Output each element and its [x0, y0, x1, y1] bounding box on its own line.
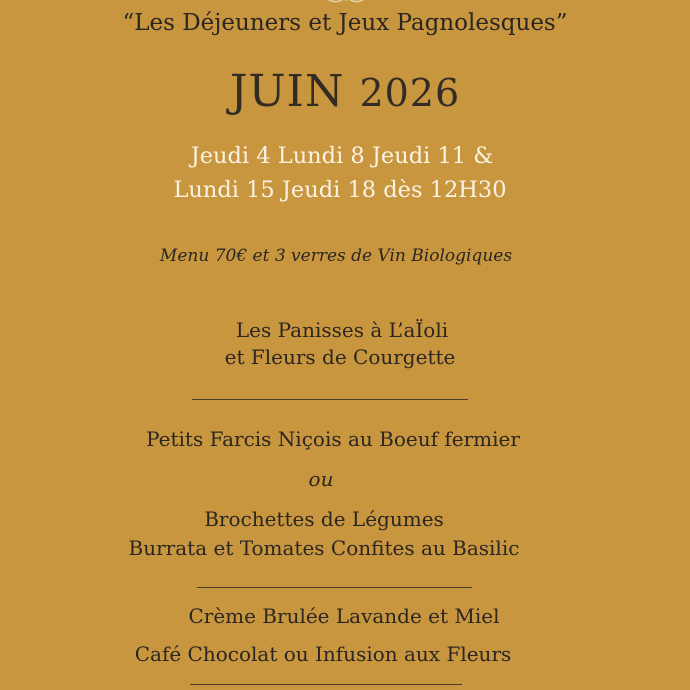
event-subtitle: “Les Déjeuners et Jeux Pagnolesques” [122, 10, 568, 36]
dessert-line-1: Crème Brulée Lavande et Miel [188, 604, 500, 628]
month-name: JUIN [229, 66, 345, 117]
or-label: ou [308, 467, 334, 491]
month-year: 2026 [359, 71, 461, 115]
starter-line-2: et Fleurs de Courgette [224, 345, 456, 369]
main-option-1: Petits Farcis Niçois au Boeuf fermier [146, 427, 520, 451]
dates-line-1: Jeudi 4 Lundi 8 Jeudi 11 & [190, 143, 494, 169]
starter-line-1: Les Panisses à L’aÏoli [235, 318, 449, 342]
dates-line-2: Lundi 15 Jeudi 18 dès 12H30 [173, 177, 507, 203]
divider [190, 684, 462, 685]
menu-price: Menu 70€ et 3 verres de Vin Biologiques [159, 246, 513, 266]
main-option-2-line-2: Burrata et Tomates Confites au Basilic [128, 536, 520, 560]
dessert-line-2: Café Chocolat ou Infusion aux Fleurs [134, 642, 512, 666]
divider [192, 399, 468, 400]
main-option-2-line-1: Brochettes de Légumes [204, 507, 444, 531]
month-title [0, 66, 690, 117]
flourish-ornament-icon [318, 0, 374, 10]
divider [197, 587, 472, 588]
